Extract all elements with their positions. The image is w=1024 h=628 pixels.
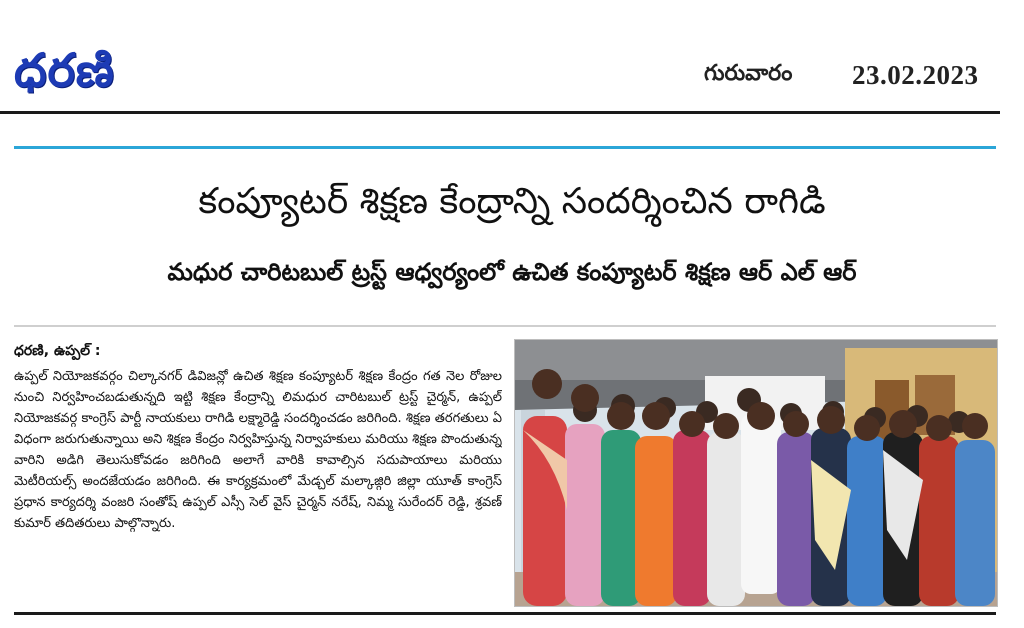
group-photo-illustration: [515, 340, 997, 606]
byline: ధరణి, ఉప్పల్ :: [14, 343, 101, 359]
bottom-divider: [14, 612, 996, 615]
issue-day: గురువారం: [704, 60, 793, 86]
masthead-divider: [0, 111, 1000, 114]
accent-divider: [14, 146, 996, 149]
subheadline: మధుర చారిటబుల్ ట్రస్ట్ ఆధ్వర్యంలో ఉచిత కంప్యూటర్ శిక్షణ ఆర్ ఎల్ ఆర్: [167, 258, 857, 286]
issue-date: 23.02.2023: [852, 60, 979, 90]
news-photo: [514, 339, 998, 607]
headline: కంప్యూటర్ శిక్షణ కేంద్రాన్ని సందర్శించిన రాగిడి: [198, 181, 826, 222]
masthead-logo: ధరణి: [14, 43, 115, 97]
article-body: ఉప్పల్ నియోజకవర్గం చిల్కానగర్ డివిజన్లో ఉచిత శిక్షణ కంప్యూటర్ శిక్షణ కేంద్రం గత నెల రోజుల నుంచి నిర్వహించబడుతున్నది ఇట్టి శిక్షణ కేంద్రాన్ని లిమధుర చారిటబుల్ ట్రస్ట్ చైర్మన్, ఉప్పల్ నియోజకవర్గ కాంగ్రెస్ పార్టీ నాయకులు రాగిడి లక్ష్మారెడ్డి సందర్శించడం జరిగింది. శిక్షణ తరగతులు ఏ విధంగా జరుగుతున్నాయి అని శిక్షణ కేంద్రం నిర్వహిస్తున్న నిర్వాహకులు మరియు శిక్షణ పొందుతున్న వారిని అడిగి తెలుసుకోవడం జరిగింది అలాగే వారికి కావాల్సిన సదుపాయాలు మరియు మెటీరియల్స్ అందజేయడం జరిగింది. ఈ కార్యక్రమంలో మేడ్చల్ మల్కాజ్గిరి జిల్లా యూత్ కాంగ్రెస్ ప్రధాన కార్యదర్శి వంజరి సంతోష్ ఉప్పల్ ఎస్సీ సెల్ వైస్ చైర్మన్ నరేష్, నిమ్మ సురేందర్ రెడ్డి, శ్రవణ్ కుమార్ తదితరులు పాల్గొన్నారు.: [14, 369, 502, 531]
section-divider: [14, 325, 996, 327]
